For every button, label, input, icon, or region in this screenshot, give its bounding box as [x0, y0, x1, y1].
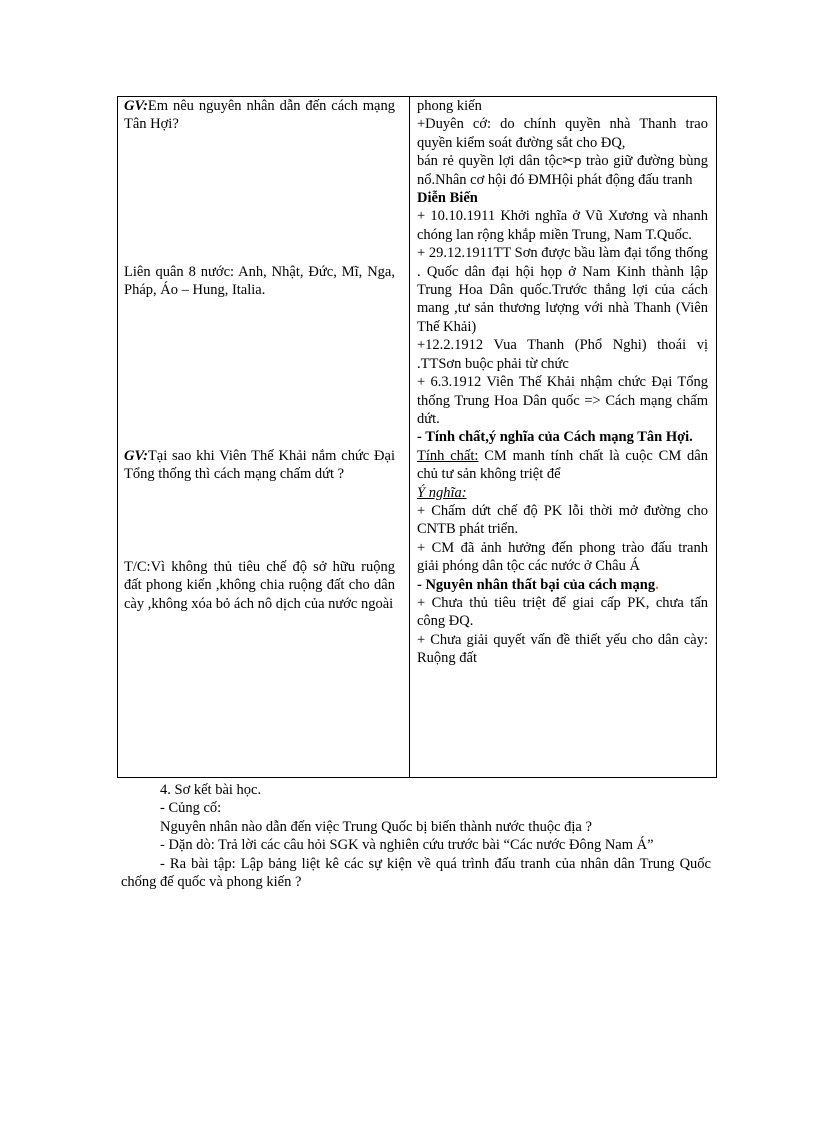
- allies-text: Liên quân 8 nước: Anh, Nhật, Đức, Mĩ, Nga, Pháp, Áo – Hung, Italia.: [124, 264, 395, 299]
- allied-forces-note: [124, 263, 395, 300]
- failure-dot: .: [655, 576, 659, 593]
- question-text: Em nêu nguyên nhân dẫn đến cách mạng Tân Hợi?: [124, 98, 395, 133]
- meaning-label: Ý nghĩa:: [417, 484, 467, 501]
- text-line: phong kiến: [417, 98, 482, 114]
- exercise-note: - Ra bài tập: Lập bảng liệt kê các sự kiện về quá trình đấu tranh của nhân dân Trung Quốc chống đế quốc và phong kiến ?: [121, 855, 711, 891]
- nature-text: CM manh tính chất là cuộc CM dân chủ tư sản không triệt để: [417, 447, 708, 483]
- content-column: [410, 97, 717, 778]
- event-item: + 29.12.1911TT Sơn được bầu làm đại tổng thống . Quốc dân đại hội họp ở Nam Kinh thành lập Trung Hoa Dân quốc.Trước thắng lợi của cách mang ,tư sản thương lượng với nhà Thanh (Viên Thế Khải): [417, 245, 708, 335]
- failure-item: + Chưa giải quyết vấn đề thiết yếu cho dân cày: Ruộng đất: [417, 631, 708, 667]
- cause-text-part: bán rẻ quyền lợi dân tộc: [417, 153, 563, 170]
- teacher-column: [118, 97, 410, 778]
- failure-title: - Nguyên nhân thất bại của cách mạng: [417, 576, 656, 593]
- cause-text-part: p trào giữ đường bùng nổ.Nhân cơ hội đó ĐMHội phát động đấu tranh: [417, 153, 708, 188]
- cause-text-2: [417, 152, 708, 189]
- nature-item: [417, 447, 708, 484]
- nature-label: Tính chất:: [417, 447, 479, 464]
- section-title: [417, 576, 708, 594]
- question-end-revolution: [124, 447, 395, 484]
- event-item: + 10.10.1911 Khởi nghĩa ở Vũ Xương và nhanh chóng lan rộng khắp miền Trung, Nam T.Quốc.: [417, 208, 708, 243]
- event-item: +12.2.1912 Vua Thanh (Phổ Nghi) thoái vị .TTSơn buộc phải từ chức: [417, 337, 708, 372]
- section-title: Diễn Biến: [417, 190, 478, 207]
- meaning-item: + Chấm dứt chế độ PK lỗi thời mở đường cho CNTB phát triển.: [417, 502, 708, 538]
- scissors-icon: ✂: [562, 153, 575, 170]
- review-question: Nguyên nhân nào dẫn đến việc Trung Quốc bị biến thành nước thuộc địa ?: [160, 818, 592, 835]
- failure-item: + Chưa thủ tiêu triệt để giai cấp PK, chưa tấn công ĐQ.: [417, 594, 708, 630]
- lesson-table: [117, 96, 717, 778]
- teacher-label: GV:: [124, 448, 148, 464]
- teacher-label: GV:: [124, 98, 148, 114]
- section-title: - Tính chất,ý nghĩa của Cách mạng Tân Hợi.: [417, 429, 693, 446]
- homework-note: - Dặn dò: Trả lời các câu hỏi SGK và nghiên cứu trước bài “Các nước Đông Nam Á”: [160, 837, 654, 854]
- consolidate-label: - Củng cố:: [160, 800, 222, 817]
- event-item: + 6.3.1912 Viên Thế Khải nhậm chức Đại Tổng thống Trung Hoa Dân quốc => Cách mạng chấm dứt.: [417, 374, 708, 427]
- summary-heading: 4. Sơ kết bài học.: [160, 782, 262, 798]
- meaning-item: + CM đã ảnh hưởng đến phong trào đấu tranh giải phóng dân tộc các nước ở Châu Á: [417, 539, 708, 575]
- question-text: Tại sao khi Viên Thế Khải nắm chức Đại Tổng thống thì cách mạng chấm dứt ?: [124, 448, 395, 483]
- content-block: [417, 97, 708, 668]
- question-causes: [124, 97, 395, 134]
- cause-text: +Duyên cớ: do chính quyền nhà Thanh trao quyền kiểm soát đường sắt cho ĐQ,: [417, 116, 708, 151]
- lesson-summary: [121, 781, 711, 891]
- answer-text: T/C:Vì không thủ tiêu chế độ sở hữu ruộng đất phong kiến ,không chia ruộng đất cho dân cày ,không xóa bỏ ách nô dịch của nước ngoài: [124, 559, 395, 612]
- answer-note: [124, 558, 395, 613]
